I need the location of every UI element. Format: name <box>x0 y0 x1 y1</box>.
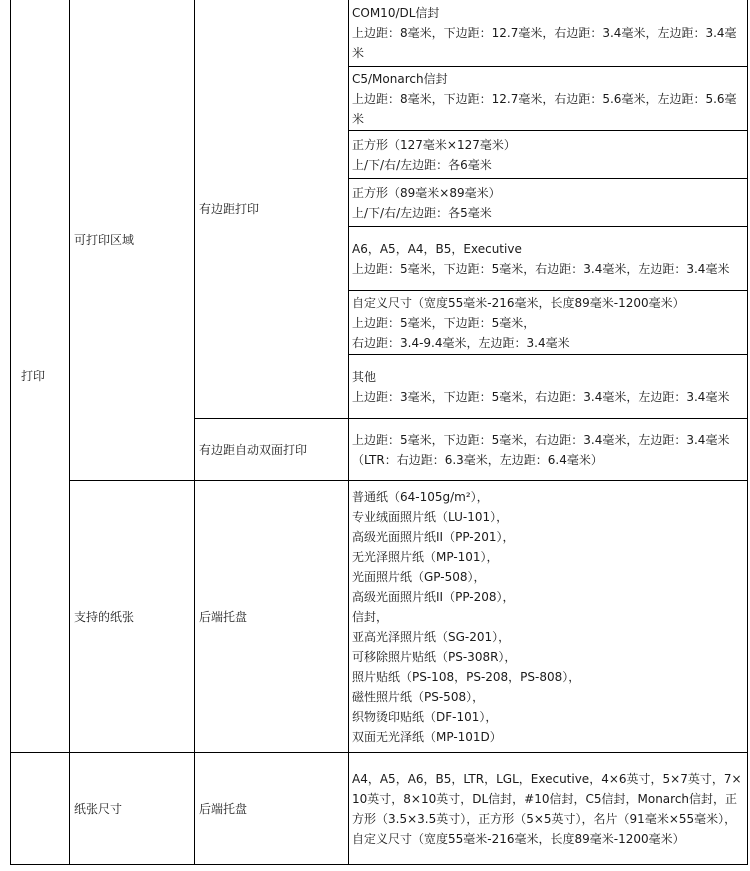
paper-name: 自定义尺寸（宽度55毫米-216毫米，长度89毫米-1200毫米） <box>352 295 685 310</box>
margin-values: 上/下/右/左边距：各6毫米 <box>352 157 492 172</box>
margin-values: 上边距：3毫米，下边距：5毫米，右边距：3.4毫米，左边距：3.4毫米 <box>352 389 730 404</box>
bordered-print-label: 有边距打印 <box>195 0 349 419</box>
table-row <box>11 753 748 865</box>
margin-values: 上边距：5毫米，下边距：5毫米， <box>352 315 536 330</box>
margin-entry <box>349 131 748 179</box>
list-item: 磁性照片纸（PS-508）， <box>352 689 485 704</box>
margin-entry <box>349 227 748 291</box>
list-item: 照片贴纸（PS-108，PS-208，PS-808）， <box>352 669 581 684</box>
duplex-margin-entry <box>349 419 748 481</box>
margin-values: 上边距：8毫米，下边距：12.7毫米，右边距：3.4毫米，左边距：3.4毫米 <box>352 25 737 60</box>
table-row <box>11 0 748 67</box>
paper-name: 其他 <box>352 369 377 384</box>
paper-types-label: 支持的纸张 <box>70 481 195 753</box>
paper-source-label: 后端托盘 <box>195 481 349 753</box>
paper-sizes-label: 纸张尺寸 <box>70 753 195 865</box>
list-item: A4，A5，A6，B5，LTR，LGL，Executive，4×6英寸，5×7英寸，7×10英寸，8×10英寸，DL信封，#10信封，C5信封，Monarch信封，正方形（3.5×3.5英寸），正方形（5×5英寸），名片（91毫米×55毫米）， <box>352 771 742 826</box>
margin-entry <box>349 0 748 67</box>
paper-name: 正方形（127毫米×127毫米） <box>352 137 516 152</box>
paper-sizes-list <box>349 753 748 865</box>
list-item: 双面无光泽纸（MP-101D） <box>352 729 502 744</box>
margin-values: （LTR：右边距：6.3毫米，左边距：6.4毫米） <box>352 452 603 467</box>
list-item: 可移除照片贴纸（PS-308R）， <box>352 649 517 664</box>
margin-entry <box>349 355 748 419</box>
margin-entry <box>349 179 748 227</box>
list-item: 织物烫印贴纸（DF-101）， <box>352 709 498 724</box>
paper-source-label: 后端托盘 <box>195 753 349 865</box>
list-item: 高级光面照片纸II（PP-208）， <box>352 589 515 604</box>
list-item: 高级光面照片纸II（PP-201）， <box>352 529 515 544</box>
paper-name: 正方形（89毫米×89毫米） <box>352 185 501 200</box>
category-cell-continued <box>11 753 70 865</box>
list-item: 亚高光泽照片纸（SG-201）， <box>352 629 511 644</box>
margin-values: 上边距：5毫米，下边距：5毫米，右边距：3.4毫米，左边距：3.4毫米 <box>352 432 730 447</box>
list-item: 光面照片纸（GP-508）， <box>352 569 486 584</box>
spec-table <box>10 0 748 865</box>
list-item: 普通纸（64-105g/m²）， <box>352 489 489 504</box>
margin-values: 右边距：3.4-9.4毫米，左边距：3.4毫米 <box>352 335 570 350</box>
margin-values: 上边距：5毫米，下边距：5毫米，右边距：3.4毫米，左边距：3.4毫米 <box>352 261 730 276</box>
list-item: 信封， <box>352 609 389 624</box>
paper-name: COM10/DL信封 <box>352 5 440 20</box>
list-item: 自定义尺寸（宽度55毫米-216毫米，长度89毫米-1200毫米） <box>352 831 685 846</box>
paper-name: C5/Monarch信封 <box>352 71 448 86</box>
margin-entry <box>349 291 748 355</box>
paper-name: A6，A5，A4，B5，Executive <box>352 241 522 256</box>
margin-entry <box>349 67 748 131</box>
paper-types-list <box>349 481 748 753</box>
printable-area-label: 可打印区域 <box>70 0 195 481</box>
margin-values: 上边距：8毫米，下边距：12.7毫米，右边距：5.6毫米，左边距：5.6毫米 <box>352 91 737 126</box>
margin-values: 上/下/右/左边距：各5毫米 <box>352 205 492 220</box>
list-item: 无光泽照片纸（MP-101）， <box>352 549 499 564</box>
table-row <box>11 481 748 753</box>
category-cell: 打印 <box>11 0 70 753</box>
list-item: 专业绒面照片纸（LU-101）， <box>352 509 509 524</box>
duplex-print-label: 有边距自动双面打印 <box>195 419 349 481</box>
